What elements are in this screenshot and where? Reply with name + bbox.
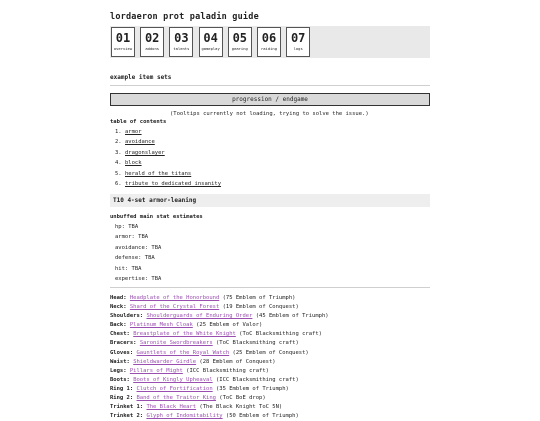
item-slot: Gloves:	[110, 349, 134, 356]
nav-label: gearing	[231, 46, 248, 51]
toc-item	[115, 137, 221, 147]
item-link[interactable]: Glyph of Indomitability	[146, 413, 223, 420]
nav-number: 01	[115, 31, 131, 45]
item-row	[110, 321, 430, 330]
nav-label: gameplay	[201, 46, 220, 51]
table-of-contents	[115, 127, 221, 189]
item-row	[110, 385, 430, 394]
item-row	[110, 330, 430, 339]
item-row	[110, 376, 430, 385]
nav-chapter-06[interactable]	[257, 27, 281, 57]
item-slot: Trinket 2:	[110, 413, 144, 420]
nav-number: 02	[144, 31, 160, 45]
item-link[interactable]: Pillars of Might	[129, 367, 183, 374]
item-source: (19 Emblem of Conquest)	[219, 304, 299, 311]
toc-number: 3.	[115, 149, 122, 156]
nav-number: 05	[232, 31, 248, 45]
item-row	[110, 358, 430, 367]
toc-title: table of contents	[110, 119, 167, 125]
nav-label: addons	[145, 46, 160, 51]
stat-line: armor: TBA	[115, 234, 149, 241]
stat-list	[115, 222, 161, 284]
item-row	[110, 294, 430, 303]
nav-chapter-07[interactable]	[286, 27, 310, 57]
item-source: (ICC Blacksmithing craft)	[182, 367, 269, 374]
tooltip-note: (Tooltips currently not loading, trying to solve the issue.)	[170, 111, 369, 117]
section-title: example item sets	[110, 74, 172, 81]
item-slot: Ring 2:	[110, 395, 134, 402]
nav-number: 06	[261, 31, 277, 45]
item-link[interactable]: Headplate of the Honorbound	[129, 295, 220, 301]
toc-item	[115, 179, 221, 189]
item-source: (50 Emblem of Triumph)	[222, 413, 299, 420]
item-row	[110, 412, 430, 421]
nav-chapter-05[interactable]	[228, 27, 252, 57]
item-slot: Back:	[110, 322, 127, 329]
toc-number: 2.	[115, 139, 122, 146]
item-row	[110, 349, 430, 358]
toc-link[interactable]: dragonslayer	[125, 149, 165, 156]
toc-link[interactable]: block	[125, 160, 142, 167]
item-slot: Shoulders:	[110, 313, 144, 320]
toc-number: 4.	[115, 160, 122, 167]
nav-label: logs	[293, 46, 303, 51]
nav-label: talents	[173, 46, 190, 51]
item-row	[110, 303, 430, 312]
tab-progression-endgame[interactable]: progression / endgame	[110, 93, 430, 106]
item-list	[110, 294, 430, 421]
item-source: (ToC Blacksmithing craft)	[212, 340, 299, 347]
nav-chapter-02[interactable]	[140, 27, 164, 57]
item-link[interactable]: Platinum Mesh Cloak	[129, 322, 193, 329]
item-link[interactable]: Boots of Kingly Upheaval	[133, 376, 213, 383]
chapter-nav	[110, 26, 430, 58]
stat-line: hp: TBA	[115, 224, 139, 230]
nav-chapter-04[interactable]	[199, 27, 223, 57]
item-link[interactable]: Band of the Traitor King	[136, 395, 216, 402]
item-source: (ToC Blacksmithing craft)	[235, 331, 322, 338]
toc-link[interactable]: armor	[125, 129, 142, 135]
item-source: (25 Emblem of Valor)	[192, 322, 263, 329]
item-source: (35 Emblem of Triumph)	[212, 385, 289, 392]
set-title: T10 4-set armor-leaning	[110, 194, 430, 207]
item-source: (45 Emblem of Triumph)	[252, 313, 329, 320]
toc-item	[115, 148, 221, 158]
nav-number: 07	[290, 31, 306, 45]
item-slot: Chest:	[110, 331, 130, 338]
item-row	[110, 339, 430, 348]
item-slot: Trinket 1:	[110, 404, 144, 411]
item-link[interactable]: Gauntlets of the Royal Watch	[136, 349, 230, 356]
item-source: (28 Emblem of Conquest)	[196, 358, 276, 365]
page-title: lordaeron prot paladin guide	[110, 12, 259, 22]
item-slot: Ring 1:	[110, 385, 134, 392]
stat-line: defense: TBA	[115, 255, 155, 262]
item-slot: Head:	[110, 295, 127, 301]
nav-label: raiding	[260, 46, 277, 51]
item-link[interactable]: Shard of the Crystal Forest	[129, 304, 220, 311]
nav-number: 04	[203, 31, 218, 45]
item-slot: Waist:	[110, 358, 130, 365]
toc-link[interactable]: avoidance	[125, 139, 155, 146]
nav-chapter-03[interactable]	[169, 27, 193, 57]
nav-label: overview	[113, 46, 133, 51]
stats-title: unbuffed main stat estimates	[110, 214, 203, 220]
item-row	[110, 403, 430, 412]
toc-number: 5.	[115, 170, 122, 177]
item-source: (ICC Blacksmithing craft)	[212, 376, 299, 383]
item-row	[110, 367, 430, 376]
item-link[interactable]: Clutch of Fortification	[136, 385, 213, 392]
stat-line: hit: TBA	[115, 265, 142, 272]
nav-chapter-01[interactable]	[111, 27, 135, 57]
item-source: (ToC BoE drop)	[215, 395, 266, 402]
item-link[interactable]: The Black Heart	[146, 404, 197, 411]
items-divider	[110, 287, 430, 288]
item-source: (75 Emblem of Triumph)	[219, 295, 296, 301]
toc-item	[115, 169, 221, 179]
item-slot: Bracers:	[110, 340, 137, 347]
section-divider	[110, 85, 430, 86]
toc-number: 6.	[115, 180, 122, 187]
item-slot: Legs:	[110, 367, 127, 374]
toc-number: 1.	[115, 129, 122, 135]
item-row	[110, 394, 430, 403]
stat-line: avoidance: TBA	[115, 244, 162, 251]
toc-item	[115, 127, 221, 137]
item-row	[110, 312, 430, 321]
item-slot: Neck:	[110, 304, 127, 311]
item-slot: Boots:	[110, 376, 130, 383]
item-link[interactable]: Shieldwarder Girdle	[133, 358, 197, 365]
item-link[interactable]: Shoulderguards of Enduring Order	[146, 313, 253, 320]
stat-line: expertise: TBA	[115, 275, 162, 282]
item-link[interactable]: Breastplate of the White Knight	[133, 331, 236, 338]
item-link[interactable]: Saronite Swordbreakers	[139, 340, 213, 347]
item-source: (The Black Knight ToC 5N)	[196, 404, 283, 411]
toc-link[interactable]: herald of the titans	[125, 170, 192, 177]
toc-item	[115, 158, 221, 168]
item-source: (25 Emblem of Conquest)	[229, 349, 309, 356]
toc-link[interactable]: tribute to dedicated insanity	[125, 180, 222, 187]
nav-number: 03	[174, 31, 189, 45]
